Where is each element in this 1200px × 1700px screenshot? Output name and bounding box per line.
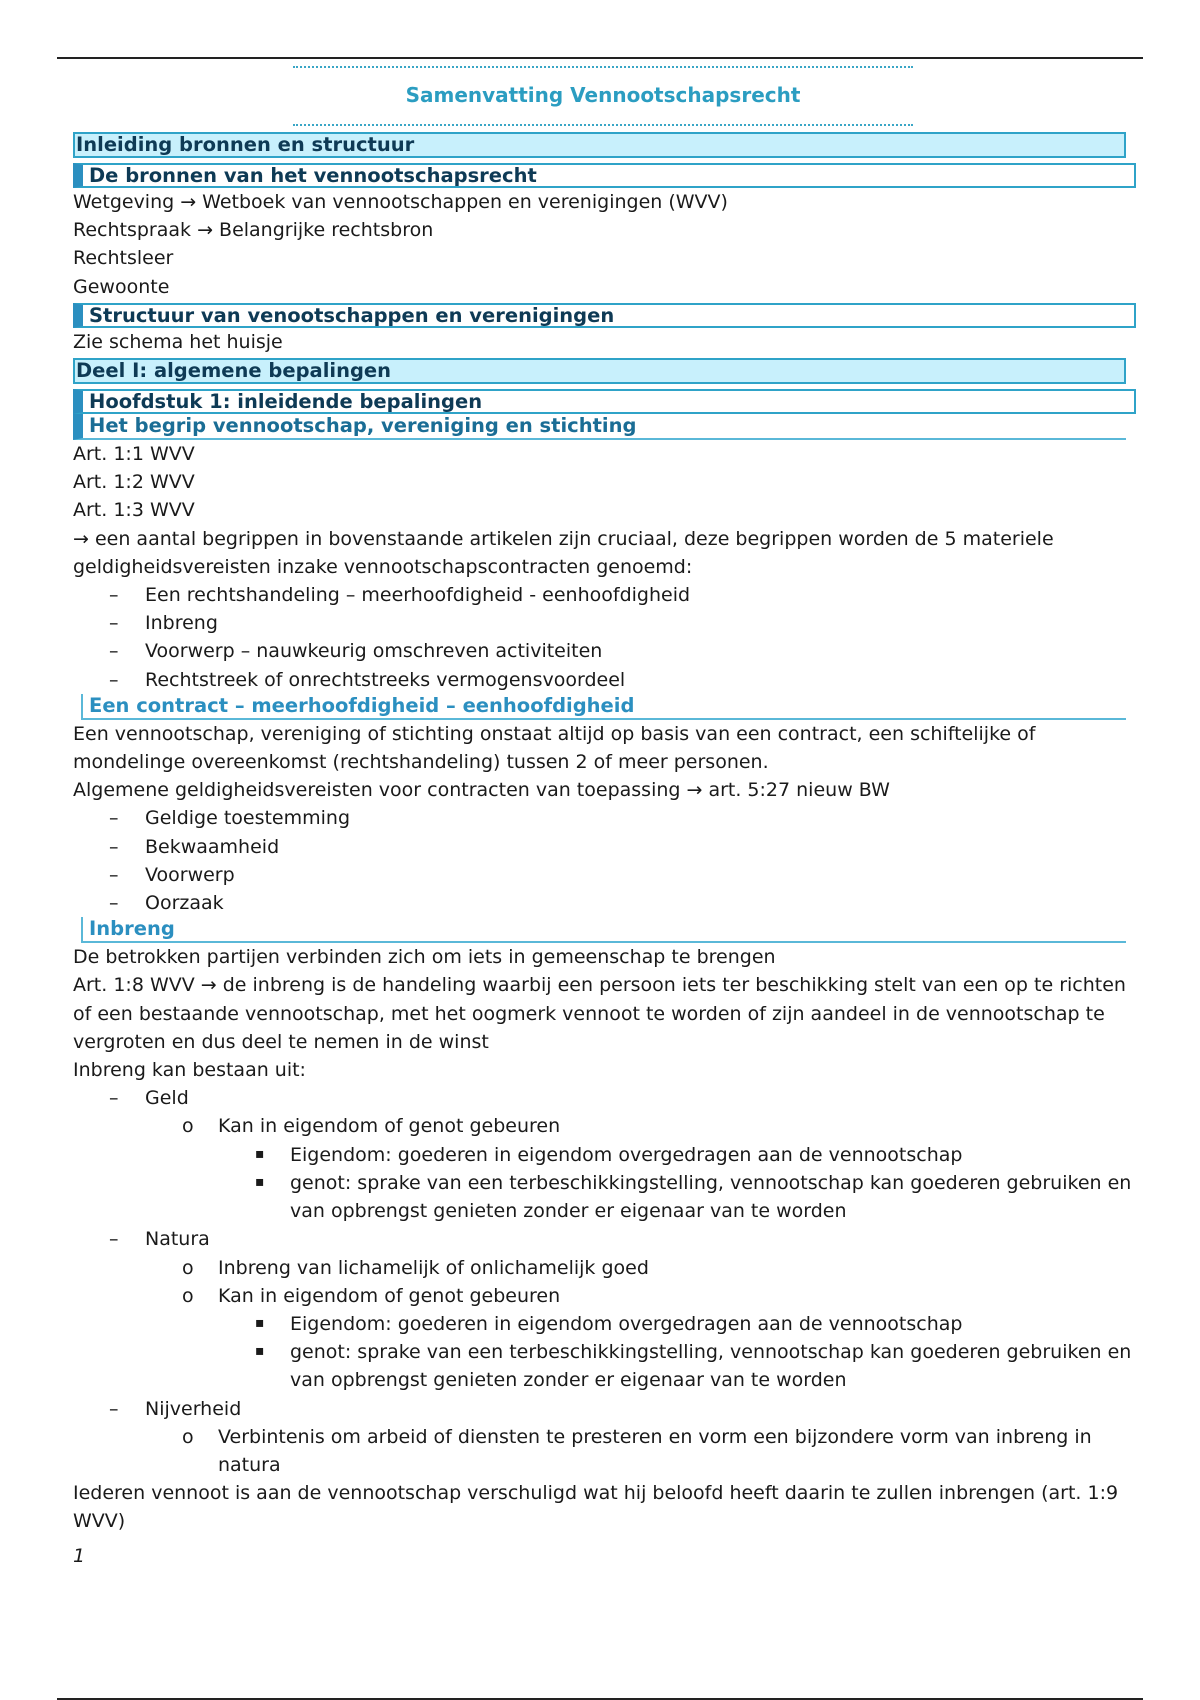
dash-bullet: – [109, 640, 119, 663]
document-title: Samenvatting Vennootschapsrecht [405, 83, 801, 107]
structuur-text: Zie schema het huisje [73, 330, 283, 353]
list-item: – Natura [73, 1225, 1133, 1253]
circle-bullet: o [182, 1284, 194, 1307]
list-item: – Inbreng [73, 609, 1133, 637]
sub-list-item: o Kan in eigendom of genot gebeuren [73, 1112, 1133, 1140]
heading-begrip: Het begrip vennootschap, vereniging en stichting [73, 414, 1126, 440]
heading-contract: Een contract – meerhoofdigheid – eenhoofdigheid [81, 694, 1126, 720]
page-number: 1 [73, 1544, 86, 1567]
list-item: – Een rechtshandeling – meerhoofdigheid - eenhoofdigheid [73, 581, 1133, 609]
contract-paragraph: Een vennootschap, vereniging of stichting onstaat altijd op basis van een contract, een schiftelijke of mondelinge overeenkomst (rechtshandeling) tussen 2 of meer personen. [73, 722, 1036, 774]
top-rule [57, 57, 1143, 59]
artikel-line: Art. 1:1 WVV [73, 443, 195, 466]
dash-bullet: – [109, 863, 119, 886]
heading-inbreng: Inbreng [81, 917, 1126, 943]
artikel-line: Art. 1:2 WVV [73, 471, 195, 494]
bronnen-line: Gewoonte [73, 275, 170, 298]
square-bullet: ▪ [255, 1173, 265, 1190]
list-item: – Rechtstreek of onrechtstreeks vermogensvoordeel [73, 666, 1133, 694]
artikel-line: Art. 1:3 WVV [73, 499, 195, 522]
sub-list-item: o Kan in eigendom of genot gebeuren [73, 1282, 1133, 1310]
sub-sub-list-item: ▪ genot: sprake van een terbeschikkingstelling, vennootschap kan goederen gebruiken en van opbrengst genieten zonder er eigenaar van te worden [73, 1169, 1133, 1225]
bronnen-line: Wetgeving → Wetboek van vennootschappen en verenigingen (WVV) [73, 191, 728, 213]
dash-bullet: – [109, 668, 119, 691]
heading-intro: Inleiding bronnen en structuur [73, 132, 1126, 158]
bronnen-line: Rechtsleer [73, 247, 174, 270]
circle-bullet: o [182, 1256, 194, 1279]
dash-bullet: – [109, 584, 119, 607]
sub-list-item: o Verbintenis om arbeid of diensten te presteren en vorm een bijzondere vorm van inbreng in natura [73, 1423, 1133, 1479]
sub-sub-list-item: ▪ genot: sprake van een terbeschikkingstelling, vennootschap kan goederen gebruiken en van opbrengst genieten zonder er eigenaar van te worden [73, 1338, 1133, 1394]
sub-sub-list-item: ▪ Eigendom: goederen in eigendom overgedragen aan de vennootschap [73, 1141, 1133, 1169]
title-dotted-rule-bottom [293, 124, 913, 126]
heading-deel-1: Deel I: algemene bepalingen [73, 358, 1126, 384]
square-bullet: ▪ [255, 1343, 265, 1360]
heading-hoofdstuk-1: Hoofdstuk 1: inleidende bepalingen [73, 389, 1136, 414]
sub-sub-list-item: ▪ Eigendom: goederen in eigendom overgedragen aan de vennootschap [73, 1310, 1133, 1338]
list-item: – Voorwerp – nauwkeurig omschreven activiteiten [73, 637, 1133, 665]
dash-bullet: – [109, 835, 119, 858]
dash-bullet: – [109, 892, 119, 915]
bronnen-line: Rechtspraak → Belangrijke rechtsbron [73, 219, 434, 242]
closing-paragraph: Iederen vennoot is aan de vennootschap verschuligd wat hij beloofd heeft daarin te zullen inbrengen (art. 1:9 WVV) [73, 1482, 1119, 1533]
dash-bullet: – [109, 807, 119, 830]
circle-bullet: o [182, 1425, 194, 1448]
title-dotted-rule-top [293, 66, 913, 68]
list-item: – Oorzaak [73, 889, 1133, 917]
heading-structuur: Structuur van venootschappen en verenigingen [73, 303, 1136, 328]
list-item: – Geld [73, 1084, 1133, 1112]
dash-bullet: – [109, 1397, 119, 1420]
dash-bullet: – [109, 612, 119, 635]
dash-bullet: – [109, 1087, 119, 1110]
list-item: – Bekwaamheid [73, 833, 1133, 861]
list-item: – Geldige toestemming [73, 804, 1133, 832]
heading-bronnen: De bronnen van het vennootschapsrecht [73, 163, 1136, 188]
contract-paragraph: Algemene geldigheidsvereisten voor contracten van toepassing → art. 5:27 nieuw BW [73, 779, 890, 802]
circle-bullet: o [182, 1115, 194, 1138]
sub-list-item: o Inbreng van lichamelijk of onlichamelijk goed [73, 1254, 1133, 1282]
dash-bullet: – [109, 1228, 119, 1251]
square-bullet: ▪ [255, 1314, 265, 1331]
list-item: – Nijverheid [73, 1395, 1133, 1423]
document-page [73, 66, 1133, 1570]
list-item: – Voorwerp [73, 861, 1133, 889]
inbreng-paragraph: De betrokken partijen verbinden zich om iets in gemeenschap te brengen [73, 946, 776, 969]
inbreng-paragraph: Art. 1:8 WVV → de inbreng is de handeling waarbij een persoon iets ter beschikking stelt van een op te richten of een bestaande vennootschap, met het oogmerk vennoot te worden of zijn aandeel in de vennootschap te vergroten en dus deel te nemen in de winst [73, 974, 1126, 1053]
begrip-text: → een aantal begrippen in bovenstaande artikelen zijn cruciaal, deze begrippen worden de 5 materiele geldigheidsvereisten inzake vennootschapscontracten genoemd: [73, 527, 1054, 578]
square-bullet: ▪ [255, 1145, 265, 1162]
inbreng-paragraph: Inbreng kan bestaan uit: [73, 1059, 306, 1082]
